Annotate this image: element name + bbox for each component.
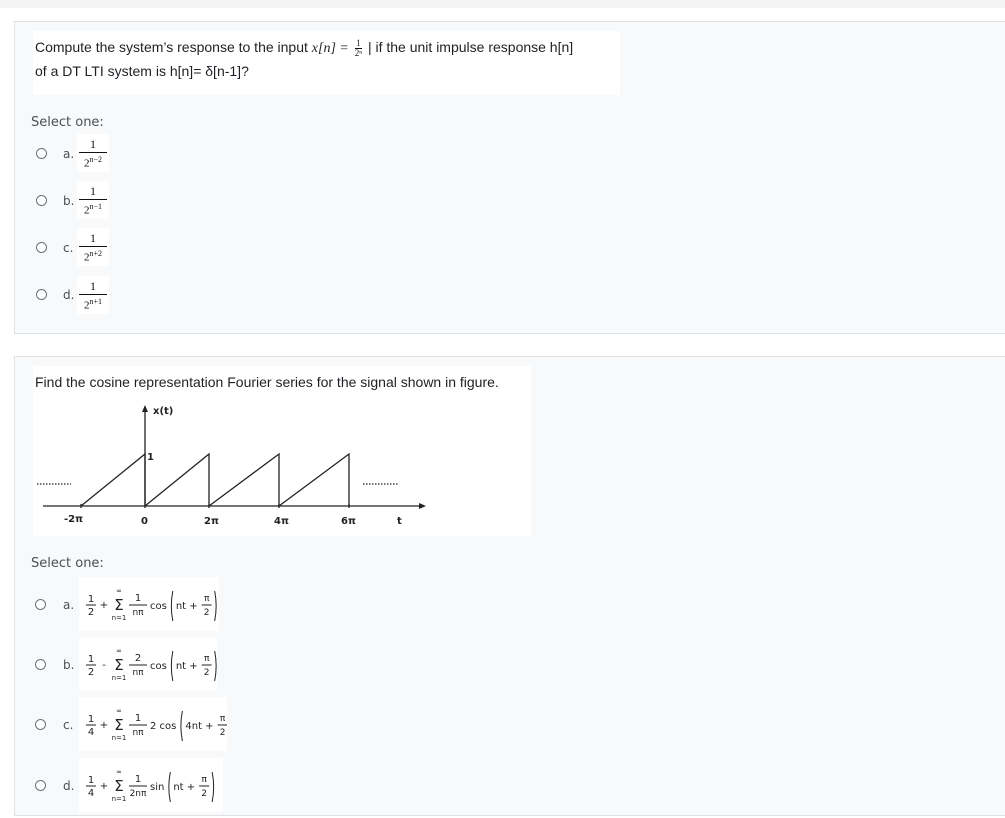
constant-denominator: 4 [87,727,95,738]
question-math: x[n] = [311,41,349,56]
signal-figure [33,400,531,534]
radio-button[interactable] [36,195,47,206]
function-name: sin [150,782,165,793]
sawtooth-segment [81,454,145,506]
tick-label: 0 [141,516,148,527]
radio-button[interactable] [35,599,46,610]
option-fraction [79,137,107,170]
fraction-numerator: 1 [90,279,96,293]
sum-lower-limit: n=1 [111,734,127,742]
fraction-denominator [79,201,107,217]
question-card-1 [14,21,1005,334]
question-text-box [33,366,531,536]
fraction-numerator: 1 [90,231,96,245]
coef-denominator: 2nπ [129,789,147,799]
sum-upper-limit: ∞ [116,707,122,715]
summation-symbol: Σ [114,596,124,614]
fraction-numerator: 1 [356,37,361,48]
sawtooth-segment [209,454,279,506]
constant-denominator: 2 [87,667,95,678]
sum-lower-limit: n=1 [111,674,127,682]
question-text [35,35,573,61]
option-letter: c. [63,718,74,732]
function-name: cos [150,601,167,612]
argument-text: nt + [173,782,196,793]
x-axis-label: t [397,516,402,527]
coef-numerator: 1 [134,593,142,604]
option-formula [79,637,217,691]
radio-button[interactable] [35,719,46,730]
exponent: n−1 [89,202,102,211]
radio-button[interactable] [35,659,46,670]
question-fraction [355,39,362,58]
summation-symbol: Σ [114,656,124,674]
function-name: cos [150,661,167,672]
option-fraction [79,279,107,312]
exponent: n+2 [89,249,102,258]
option-letter: d. [63,779,75,793]
operator: + [99,781,109,792]
select-one-label: Select one: [31,556,104,571]
peak-label: 1 [147,452,154,463]
sawtooth-segment [279,454,349,506]
sum-upper-limit: ∞ [116,587,122,595]
top-bar [0,0,1005,8]
fraction-numerator: 1 [90,137,96,151]
exponent: n−2 [89,155,102,164]
question-text-line2: of a DT LTI system is h[n]= δ[n-1]? [35,63,249,79]
question-text-part: Compute the system’s response to the input [35,39,312,55]
argument-text: 4nt + [185,721,214,732]
coef-denominator: nπ [132,668,144,678]
option-formula [79,758,223,812]
radio-button[interactable] [35,780,46,791]
y-axis-arrow [142,405,148,412]
fraction-denominator: 2ⁿ [354,47,363,58]
constant-numerator: 1 [87,594,95,605]
argument-text: nt + [175,601,198,612]
phase-numerator: π [201,775,207,785]
summation-symbol: Σ [114,716,124,734]
constant-numerator: 1 [87,775,95,786]
option-math-box [77,276,109,314]
radio-button[interactable] [36,289,47,300]
option-formula [79,577,219,631]
question-text: Find the cosine representation Fourier series for the signal shown in figure. [35,374,499,390]
option-math-box [77,134,109,172]
fraction-bar [79,294,107,295]
option-letter: b. [63,194,75,208]
tick-label: 4π [274,516,289,527]
option-letter: b. [63,658,75,672]
constant-denominator: 2 [87,607,95,618]
phase-numerator: π [203,654,210,664]
base: 2 [83,299,90,312]
option-math-box [77,181,109,219]
option-math-box [77,228,109,266]
exponent: n+1 [89,297,102,306]
constant-numerator: 1 [87,654,95,665]
coef-numerator: 2 [134,653,142,664]
phase-numerator: π [219,714,226,724]
option-fraction [79,184,107,217]
operator: - [102,660,106,671]
fraction-numerator: 1 [90,184,96,198]
constant-denominator: 4 [87,788,95,799]
sum-upper-limit: ∞ [116,768,122,776]
coef-numerator: 1 [134,713,142,724]
sawtooth-segment [145,454,209,506]
option-letter: c. [63,241,74,255]
x-axis-arrow [419,503,426,509]
sum-upper-limit: ∞ [116,647,122,655]
option-letter: a. [63,147,75,161]
option-formula [79,697,227,751]
option-letter: a. [63,598,75,612]
fraction-denominator [79,154,107,170]
question-text-part: | if the unit impulse response h[n] [364,39,574,55]
operator: + [99,720,109,731]
coef-denominator: nπ [132,728,144,738]
option-fraction [79,231,107,264]
y-axis-label: x(t) [153,406,174,417]
constant-numerator: 1 [87,714,95,725]
phase-denominator: 2 [201,789,208,799]
question-text-box [33,31,620,95]
fraction-denominator [79,248,107,264]
argument-text: nt + [175,661,198,672]
tick-label: 6π [341,516,356,527]
phase-denominator: 2 [203,608,210,618]
fraction-bar [79,246,107,247]
base: 2 [83,251,90,264]
select-one-label: Select one: [31,115,104,130]
phase-denominator: 2 [219,728,226,738]
fraction-denominator [79,296,107,312]
sum-lower-limit: n=1 [111,614,127,622]
coef-denominator: nπ [132,608,144,618]
sum-lower-limit: n=1 [111,795,127,803]
coef-numerator: 1 [134,774,142,785]
function-name: 2 cos [150,721,177,732]
tick-label: -2π [64,514,84,525]
phase-denominator: 2 [203,668,210,678]
option-letter: d. [63,288,75,302]
operator: + [99,600,109,611]
tick-label: 2π [204,516,219,527]
summation-symbol: Σ [114,777,124,795]
base: 2 [83,204,90,217]
fraction-bar [79,152,107,153]
radio-button[interactable] [36,148,47,159]
phase-numerator: π [203,594,210,604]
fraction-bar [79,199,107,200]
radio-button[interactable] [36,242,47,253]
base: 2 [83,157,90,170]
